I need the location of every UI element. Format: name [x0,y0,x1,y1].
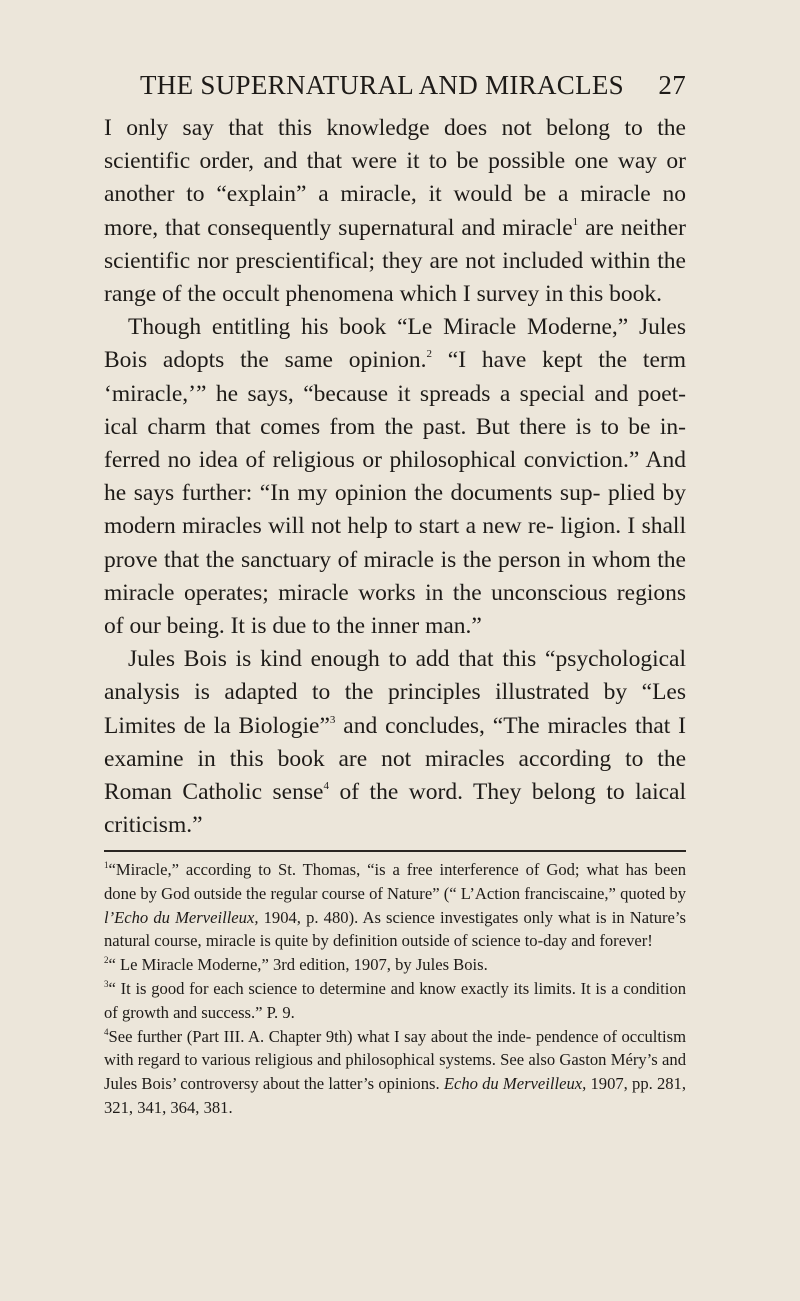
footnote-ref-1: 1 [572,215,579,228]
main-text [104,112,686,842]
footnote-divider [104,850,686,852]
paragraph-1: I only say that this knowledge does not belong to the scientific order, and that were it to be possible one way or another to “explain” a miracle, it would be a miracle no more, that consequently supernatural and miracle$^1$ are neither scientific nor prescientifical; they are not included within the range of the occult phenomena which I survey in this book. [104,115,686,308]
paragraph-3: Jules Bois is kind enough to add that this “psychological analysis is adapted to the principles illustrated by “Les Limites de la Biologie”$^3$ and concludes, “The miracles that I examine in this book are not miracles according to the Roman Catholic sense$^4$ of the word. They belong to laical criticism.” [104,646,686,839]
footnote-4: $^4$See further (Part III. A. Chapter 9th) what I say about the inde- pendence of occultism with regard to various religious and philosophical systems. See also Gaston Méry’s and Jules Bois’ controversy about the latter’s opinions. Echo du Merveilleux, 1907, pp. 281, 321, 341, 364, 381. [104,1026,686,1117]
footnote-ref-4: 4 [323,780,329,793]
footnote-ref-2: 2 [426,348,432,361]
running-title: THE SUPERNATURAL AND MIRACLES [140,70,624,100]
running-header [100,70,686,110]
page-number: 27 [658,70,686,100]
footnote-ref-3: 3 [329,713,336,726]
footnote-2: $^2$“ Le Miracle Moderne,” 3rd edition, 1907, by Jules Bois. [104,955,488,975]
footnote-1: $^1$“Miracle,” according to St. Thomas, “is a free interference of God; what has been done by God outside the regular course of Nature” (“ L’Action franciscaine,” quoted by l’Echo du Merveilleux, 1904, p. 480). As science investigates only what is in Nature’s natural course, miracle is quite by definition outside of science to-day and forever! [104,860,686,951]
footnotes [104,858,686,1120]
paragraph-2: Though entitling his book “Le Miracle Moderne,” Jules Bois adopts the same opinion.$^2$ “I have kept the term ‘miracle,’” he says, “because it spreads a special and poet- ical charm that comes from the past. But there is to be in- ferred no idea of religious or philosophical conviction.” And he says further: “In my opinion the documents sup- plied by modern miracles will not help to start a new re- ligion. I shall prove that the sanctuary of miracle is the person in whom the miracle operates; miracle works in the unconscious regions of our being. It is due to the inner man.” [104,314,686,640]
footnote-3: $^3$“ It is good for each science to determine and know exactly its limits. It is a condition of growth and success.” P. 9. [104,978,686,1022]
